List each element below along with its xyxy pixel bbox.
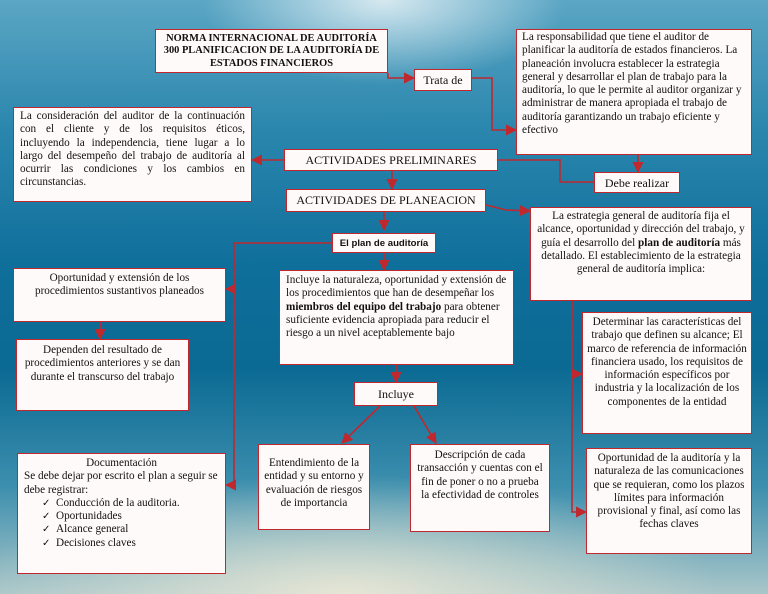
connector-plan-documentacion bbox=[226, 289, 234, 485]
list-item-label: Oportunidades bbox=[56, 510, 122, 523]
oportunidad-extension-node: Oportunidad y extensión de los procedimientos sustantivos planeados bbox=[13, 268, 226, 322]
dependen-node: Dependen del resultado de procedimientos anteriores y se dan durante el transcurso del trabajo bbox=[16, 339, 189, 411]
estrategia-bold: plan de auditoría bbox=[638, 236, 721, 249]
estrategia-node bbox=[530, 207, 752, 301]
check-icon: ✓ bbox=[42, 537, 51, 549]
documentacion-intro: Se debe dejar por escrito el plan a seguir se debe registrar: bbox=[24, 470, 218, 496]
connector-trata-responsabilidad bbox=[472, 78, 516, 130]
entendimiento-node: Entendimiento de la entidad y su entorno y evaluación de riesgos de importancia bbox=[258, 444, 370, 530]
descripcion-node: Descripción de cada transacción y cuentas con el fin de poner o no a prueba la efectividad de controles bbox=[410, 444, 550, 532]
connector-estrategia-determinar bbox=[572, 301, 582, 374]
list-item-label: Decisiones claves bbox=[56, 536, 136, 549]
list-item bbox=[42, 510, 219, 523]
documentacion-node bbox=[17, 453, 226, 574]
oportunidad-auditoria-node: Oportunidad de la auditoría y la naturaleza de las comunicaciones que se requieran, como los plazos límites para información provisional y final, así como las fechas claves bbox=[586, 448, 752, 554]
naturaleza-bold: miembros del equipo del trabajo bbox=[286, 300, 442, 313]
check-icon: ✓ bbox=[42, 511, 51, 523]
incluye-node: Incluye bbox=[354, 382, 438, 406]
naturaleza-text: Incluye la naturaleza, oportunidad y extensión de los procedimientos que han de desempeñar los bbox=[286, 274, 507, 300]
list-item-label: Conducción de la auditoria. bbox=[56, 496, 180, 509]
connector-incluye-descripcion bbox=[414, 406, 436, 443]
naturaleza-text-after: para obtener suficiente evidencia apropiada para reducir el riesgo a un nivel aceptablemente bajo bbox=[286, 300, 500, 340]
connector-debe-preliminares bbox=[498, 160, 594, 182]
plan-de-auditoria-node: El plan de auditoría bbox=[332, 233, 436, 253]
title-box: NORMA INTERNACIONAL DE AUDITORÍA 300 PLANIFICACION DE LA AUDITORÍA DE ESTADOS FINANCIEROS bbox=[155, 29, 388, 73]
trata-de-node: Trata de bbox=[414, 69, 472, 91]
connector-planeacion-estrategia bbox=[486, 205, 530, 211]
documentacion-list bbox=[24, 497, 219, 550]
check-icon: ✓ bbox=[42, 524, 51, 536]
consideracion-node: La consideración del auditor de la continuación con el cliente y de los requisitos éticos, incluyendo la independencia, tiene lugar a lo largo del desempeño del trabajo de auditoría al ocurrir las condiciones y los cambios en circunstancias. bbox=[13, 107, 252, 202]
list-item-label: Alcance general bbox=[56, 523, 129, 536]
check-icon: ✓ bbox=[42, 497, 51, 509]
actividades-preliminares-node: ACTIVIDADES PRELIMINARES bbox=[284, 149, 498, 171]
connector-incluye-entendimiento bbox=[342, 406, 380, 443]
documentacion-heading: Documentación bbox=[86, 457, 157, 469]
estrategia-text: La estrategia general de auditoría fija el alcance, oportunidad y dirección del trabajo, y guía el desarrollo del bbox=[537, 210, 745, 249]
debe-realizar-node: Debe realizar bbox=[594, 172, 680, 193]
actividades-planeacion-node: ACTIVIDADES DE PLANEACION bbox=[286, 189, 486, 212]
connector-title-trata bbox=[388, 73, 414, 78]
determinar-node: Determinar las características del trabajo que definen su alcance; El marco de referencia de información financiera usado, los requisitos de información específicos por industria y la localización de los componentes de la entidad bbox=[582, 312, 752, 434]
list-item bbox=[42, 497, 219, 510]
incluye-naturaleza-node bbox=[279, 270, 514, 365]
estrategia-text-after: más detallado. El establecimiento de la estrategia general de auditoría implica: bbox=[541, 236, 741, 276]
list-item bbox=[42, 523, 219, 536]
responsabilidad-node: La responsabilidad que tiene el auditor de planificar la auditoría de estados financieros. La planeación involucra establecer la estrategia general y desarrollar el plan de trabajo para la auditoría, lo que le permite al auditor organizar y administrar de manera apropiada el trabajo de auditoría garantizando un trabajo eficiente y efectivo bbox=[516, 29, 752, 155]
list-item bbox=[42, 537, 219, 550]
